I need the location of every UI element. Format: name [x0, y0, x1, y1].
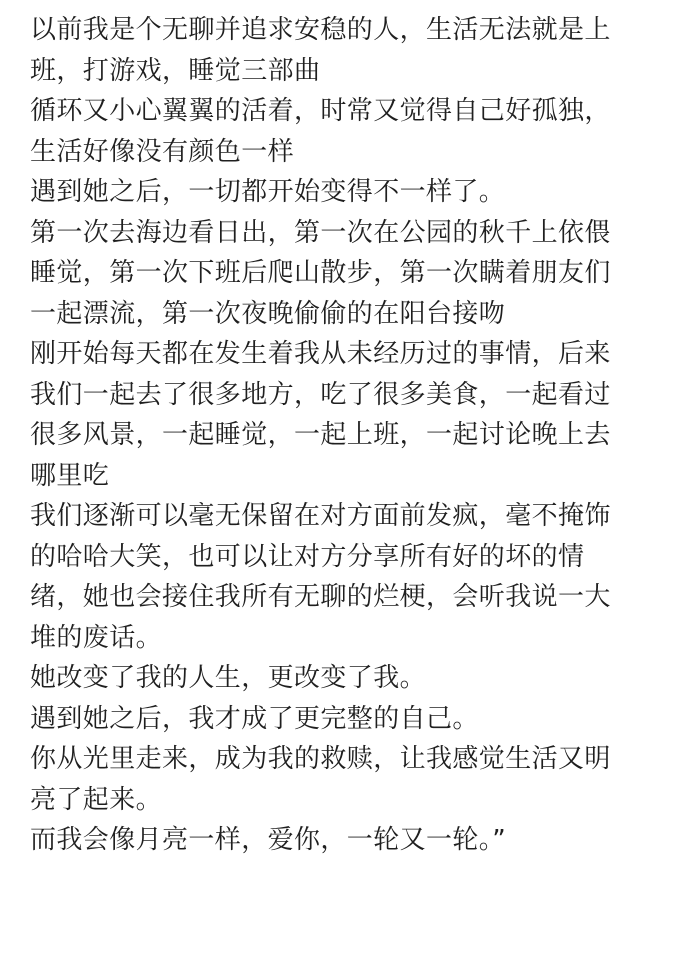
- text-line: 我们一起去了很多地方，吃了很多美食，一起看过: [30, 379, 611, 410]
- text-line: 循环又小心翼翼的活着，时常又觉得自己好孤独，: [30, 96, 611, 126]
- text-line: 我们逐渐可以毫无保留在对方面前发疯，毫不掩饰: [30, 501, 611, 531]
- document-body: [30, 10, 670, 861]
- text-line: 班，打游戏，睡觉三部曲: [30, 55, 321, 86]
- text-line: 你从光里走来，成为我的救赎，让我感觉生活又明: [30, 744, 611, 774]
- text-line: 哪里吃: [30, 460, 110, 491]
- text-line: 遇到她之后，我才成了更完整的自己。: [30, 703, 479, 734]
- text-line: 生活好像没有颜色一样: [30, 136, 295, 167]
- text-line: 绪，她也会接住我所有无聊的烂梗，会听我说一大: [30, 582, 611, 612]
- text-line: 很多风景，一起睡觉，一起上班，一起讨论晚上去: [30, 420, 611, 450]
- text-line: 以前我是个无聊并追求安稳的人，生活无法就是上: [30, 15, 611, 45]
- text-line: 刚开始每天都在发生着我从未经历过的事情，后来: [30, 339, 611, 369]
- text-line: 第一次去海边看日出，第一次在公园的秋千上依偎: [30, 217, 611, 248]
- text-line: 的哈哈大笑，也可以让对方分享所有好的坏的情: [30, 541, 585, 572]
- text-line: 而我会像月亮一样，爱你，一轮又一轮。”: [30, 825, 507, 855]
- text-line: 睡觉，第一次下班后爬山散步，第一次瞒着朋友们: [30, 258, 611, 288]
- text-line: 遇到她之后，一切都开始变得不一样了。: [30, 177, 506, 207]
- text-line: 一起漂流，第一次夜晚偷偷的在阳台接吻: [30, 298, 506, 329]
- text-line: 堆的废话。: [30, 622, 163, 653]
- text-line: 她改变了我的人生，更改变了我。: [30, 663, 427, 693]
- text-line: 亮了起来。: [30, 784, 163, 815]
